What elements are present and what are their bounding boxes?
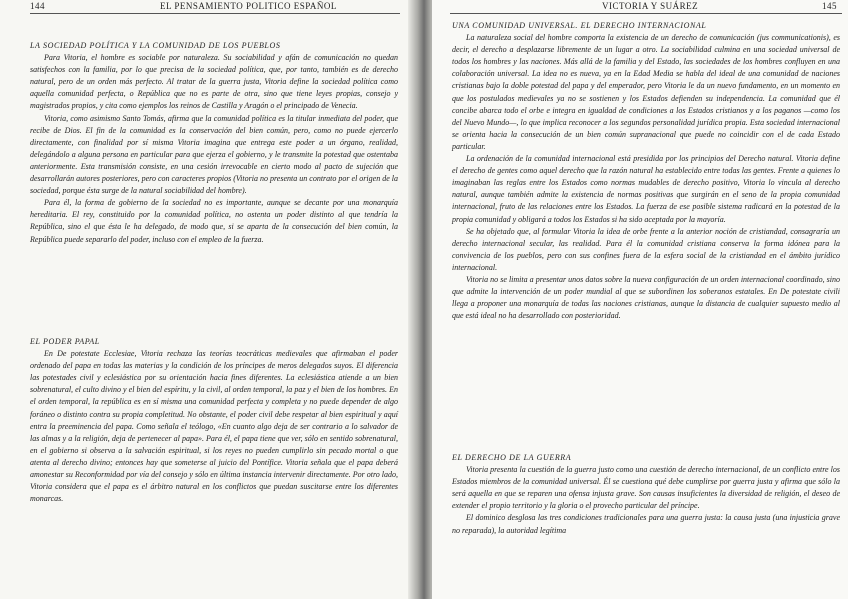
body-paragraph: Vitoria, como asimismo Santo Tomás, afirma que la comunidad política es la titular inmediata del poder, que recibe de Dios. El fin de la comunidad es la conservación del bien común, pero, como no puede ejercerlo directamente, con finalidad por sí misma Vitoria imagina que entrega este poder a un órgano, realidad, delegándolo a alguna persona en particular para que ejerza el gobierno, y le transmite la potestad que ostentaba anteriormente. Esta transmisión consiste, en una cesión irrevocable en cierto modo al pacto de sujeción que desarrollarán autores posteriores, pero con caracteres propios (Vitoria no presenta un contrato por el origen de la sociedad, porque ésta surge de la natural sociabilidad del hombre). [30,113,398,196]
body-paragraph: Vitoria no se limita a presentar unos datos sobre la nueva configuración de un orden internacional coordinado, sino que admite la intervención de un poder mundial al que se subordinen los soberanos estatales. En De potestate civili llega a proponer una monarquía de todas las naciones cristianas, aunque la distancia de cualquier supuesto medio al que está ideal no ha desarrollado con posterioridad. [452,274,840,321]
section-heading: LA SOCIEDAD POLÍTICA Y LA COMUNIDAD DE LOS PUEBLOS [30,41,281,50]
body-paragraph: Para él, la forma de gobierno de la sociedad no es importante, aunque se decante por una monarquía hereditaria. El rey, constituido por la comunidad política, no ostenta un poder distinto al que tendría la República, sino el que ésta le ha delegado, de modo que, si se aparta de la consecución del bien común, la República puede separarlo del poder, incluso con el empleo de la fuerza. [30,198,398,244]
running-head: VICTORIA Y SUÁREZ [602,1,699,11]
section-heading: EL DERECHO DE LA GUERRA [452,453,572,462]
page-number: 145 [822,1,837,11]
header-rule [450,13,842,14]
body-paragraph: Para Vitoria, el hombre es sociable por naturaleza. Su sociabilidad y afán de comunicación no quedan satisfechos con la familia, por lo que precisa de la sociedad política, que, por tanto, también es de derecho natural, pero de un orden más perfecto. Al tratar de la guerra justa, Vitoria define la sociedad política como aquella comunidad perfecta, o República que no es parte de otra, sino que tiene leyes propias, consejo y magistrados propios, y cita como ejemplos los reinos de Castilla y Aragón o el principado de Venecia. [30,53,398,111]
section-heading: UNA COMUNIDAD UNIVERSAL. EL DERECHO INTERNACIONAL [452,21,707,30]
section-comunidad-universal [452,20,840,322]
body-paragraph: En De potestate Ecclesiae, Vitoria rechaza las teorías teocráticas medievales que afirmaban el poder ordenado del papa en todas las materias y la condición de los príncipes de meros delegados suyos. El diferencia las potestades civil y eclesiástica por su orientación hacia fines diferentes. La eclesiástica atiende a un bien sobrenatural, el culto divino y el bien del espíritu, y la civil, al orden temporal, la paz y el bien de los hombres. En el orden temporal, la república es en sí misma una comunidad perfecta y completa y no puede depender de algo foráneo o distinto contra su propia completitud. No obstante, el poder civil debe respetar al bien espiritual y aquí entra la preeminencia del papa. Como señala el teólogo, «En cuanto algo deja de ser contrario a lo salvador de las almas y a la religión, deja de pertenecer al papa». Para él, el papa tiene que ver, sólo en sentido sobrenatural, en el gobierno si observa a la salvación espiritual, si los reyes no pueden cumplirlo sin pecado mortal o que atenta al derecho divino; entonces hay que someterse al juicio del Pontífice. Vitoria señala que el papa deberá amonestar su Reconformidad por vía del consejo y sólo en última instancia intervenir directamente. Por otro lado, Vitoria considera que el papa es el árbitro natural en los conflictos que puedan suscitarse entre los diferentes monarcas. [30,349,398,504]
running-head: EL PENSAMIENTO POLITICO ESPAÑOL [160,1,337,11]
section-sociedad-politica [30,40,398,246]
header-rule [30,13,400,14]
body-paragraph: La naturaleza social del hombre comporta la existencia de un derecho de comunicación (jus communicationis), es decir, el derecho a desplazarse libremente de un lugar a otro. La sociabilidad culmina en una sociedad universal de todos los hombres y las naciones. Más allá de la familia y del Estado, las sociedades de los hombres confluyen en una colaboración universal. La idea no es nueva, ya en la Edad Media se habla del ideal de una comunidad de naciones cristianas bajo la doble potestad del papa y del emperador, pero Vitoria le da un nuevo fundamento, en un momento en que los postulados medievales ya no se sostienen y los Estados defienden su independencia. La comunidad que él concibe abarca todo el orbe e integra en igualdad de condiciones a los Estados cristianos y a los paganos —como los del Nuevo Mundo—, lo que implica reconocer a los segundos personalidad jurídica propia. Esta sociedad internacional se orienta hacia la consecución de un bien común supranacional que puede no coincidir con el de cada Estado particular. [452,33,840,151]
section-poder-papal [30,336,398,505]
page-number: 144 [30,1,45,11]
body-paragraph: Vitoria presenta la cuestión de la guerra justo como una cuestión de derecho internacional, de un conflicto entre los Estados miembros de la comunidad universal. Él se cuestiona qué debe cumplirse por guerra justa y afirma que sólo la será aquella en que se reparen una ofensa injusta grave. Son causas insuficientes la diversidad de religión, el deseo de extender el propio territorio y la gloria o el provecho particular del príncipe. [452,465,840,511]
section-derecho-guerra [452,452,840,537]
left-page [0,0,416,599]
body-paragraph: El dominico desglosa las tres condiciones tradicionales para una guerra justa: la causa justa (una injusticia grave no reparada), la autoridad legítima [452,513,840,535]
section-heading: EL PODER PAPAL [30,337,100,346]
body-paragraph: La ordenación de la comunidad internacional está presidida por los principios del Derecho natural. Vitoria define el derecho de gentes como aquel derecho que la razón natural ha establecido entre todas las gentes. Frente a quienes lo imaginaban las reglas entre los Estados como normas mudables de derecho positivo, Vitoria lo vincula al derecho natural, aunque también admite la existencia de normas positivas que surgirán en el seno de la propia comunidad internacional, fruto de las relaciones entre los Estados. La fuerza de ese posible sistema radicará en la potestad de la propia comunidad y obligará a todos los Estados si ha sido aceptada por la mayoría. [452,154,840,224]
body-paragraph: Se ha objetado que, al formular Vitoria la idea de orbe frente a la anterior noción de cristiandad, consagraría un derecho internacional secular, las realidad. Para él la comunidad cristiana conserva la forma idónea para la convivencia de los pueblos, pero con sus confines fuera de la esfera social de la cristiandad en el ámbito jurídico internacional. [452,226,840,272]
right-page [432,0,848,599]
